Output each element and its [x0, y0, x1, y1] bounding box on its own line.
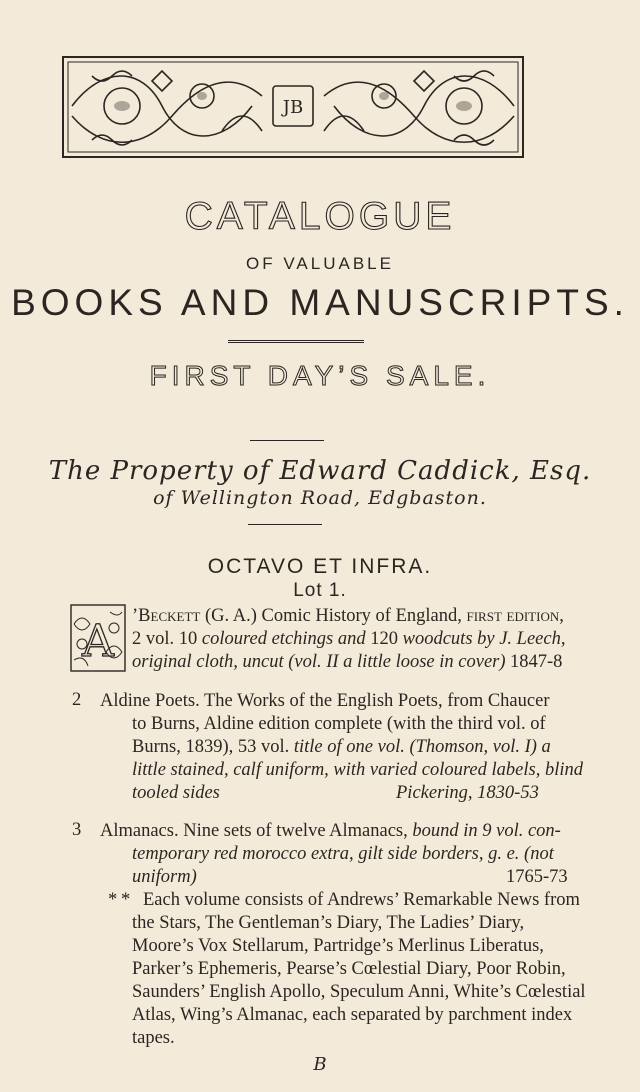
lot3-note-line5: Saunders’ English Apollo, Speculum Anni, White’s Cœlestial	[132, 982, 586, 1002]
lot2-line3	[132, 736, 551, 759]
catalogue-title: CATALOGUE	[184, 195, 456, 238]
initial-letter: A	[82, 616, 114, 667]
lot2-line5: tooled sides	[132, 783, 220, 803]
lot3-line2: temporary red morocco extra, gilt side borders, g. e. (not	[132, 844, 554, 864]
lot2-imprint: Pickering, 1830-53	[396, 783, 539, 803]
section-title: OCTAVO ET INFRA.	[207, 555, 433, 578]
lot1-line2	[132, 628, 566, 651]
lot1-date: 1847-8	[510, 652, 563, 672]
monogram-text: JB	[282, 97, 304, 118]
lot1-line2-b: coloured etchings and	[201, 629, 366, 649]
of-valuable-subtitle: OF VALUABLE	[246, 254, 394, 273]
lot1-line3-a: original cloth, uncut (vol. II a little loose in cover)	[132, 652, 506, 672]
property-line: The Property of Edward Caddick, Esq.	[48, 456, 592, 486]
floral-ornament-icon	[62, 56, 524, 158]
sale-divider	[250, 440, 324, 441]
lot3-note-line2: the Stars, The Gentleman’s Diary, The Ladies’ Diary,	[132, 913, 525, 933]
lot3-date: 1765-73	[506, 867, 568, 887]
lot1-line2-d: woodcuts by J. Leech,	[402, 629, 566, 649]
lot3-note-line6: Atlas, Wing’s Almanac, each separated by parchment index	[132, 1005, 573, 1025]
title-divider	[228, 340, 364, 343]
lot1-edition: first edition,	[466, 606, 564, 626]
lot3-number: 3	[72, 820, 82, 840]
lot2-number: 2	[72, 690, 82, 710]
decorated-initial-icon	[70, 604, 126, 672]
lot1-line1	[132, 605, 564, 628]
lot3-line3: uniform)	[132, 867, 197, 887]
lot3-note-mark: * *	[108, 890, 131, 910]
lot3-note-line3: Moore’s Vox Stellarum, Partridge’s Merlinus Liberatus,	[132, 936, 544, 956]
lot3-note-line4: Parker’s Ephemeris, Pearse’s Cœlestial Diary, Poor Robin,	[132, 959, 566, 979]
lot3-line1-b: bound in 9 vol. con-	[412, 821, 561, 841]
lot1-line2-a: 2 vol. 10	[132, 629, 202, 649]
lot3-note-line1: Each volume consists of Andrews’ Remarkable News from	[143, 890, 580, 910]
sale-heading: FIRST DAY’S SALE.	[149, 360, 491, 391]
lot2-line3-b: title of one vol. (Thomson, vol. I) a	[293, 737, 551, 757]
lot2-line2: to Burns, Aldine edition complete (with the third vol. of	[132, 714, 546, 734]
lot-heading: Lot 1.	[293, 580, 347, 601]
lot1-line3	[132, 651, 506, 674]
address-line: of Wellington Road, Edgbaston.	[153, 487, 487, 509]
lot2-line3-a: Burns, 1839), 53 vol.	[132, 737, 294, 757]
lot1-line1-text: (G. A.) Comic History of England,	[200, 606, 467, 626]
property-divider	[248, 524, 322, 525]
lot2-line1: Aldine Poets. The Works of the English Poets, from Chaucer	[100, 691, 550, 711]
lot2-line4: little stained, calf uniform, with varied coloured labels, blind	[132, 760, 583, 780]
books-manuscripts-title: BOOKS AND MANUSCRIPTS.	[11, 282, 629, 323]
lot1-author: ’Beckett	[132, 606, 201, 626]
lot1-line2-c: 120	[365, 629, 403, 649]
signature-mark: B	[313, 1054, 327, 1075]
lot3-line1	[100, 820, 561, 843]
lot3-note-line7: tapes.	[132, 1028, 175, 1048]
lot3-line1-a: Almanacs. Nine sets of twelve Almanacs,	[100, 821, 413, 841]
